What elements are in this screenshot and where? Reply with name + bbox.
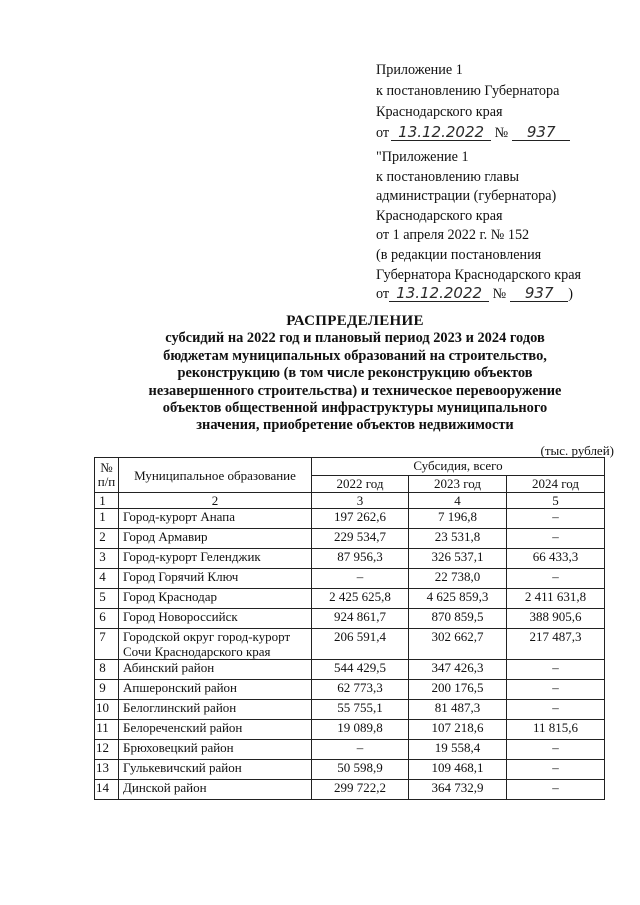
table-row (95, 700, 605, 720)
row-2022: 19 089,8 (312, 720, 409, 740)
appendix-2-line-1: "Приложение 1 (376, 149, 469, 165)
row-2024: – (507, 509, 605, 529)
title-line-7: значения, приобретение объектов недвижимости (196, 417, 514, 434)
row-2022: 2 425 625,8 (312, 589, 409, 609)
appendix-2-line-4: Краснодарского края (376, 207, 503, 224)
appendix-2-date-line (376, 285, 581, 305)
row-number: 3 (95, 549, 119, 569)
title-line-5: незавершенного строительства) и техническое перевооружение (148, 382, 562, 399)
row-2023: 200 176,5 (409, 680, 507, 700)
appendix-2-line-2: к постановлению главы (376, 168, 520, 185)
table-row (95, 609, 605, 629)
row-2024: 2 411 631,8 (507, 589, 605, 609)
table-row (95, 680, 605, 700)
row-2024: – (507, 780, 605, 800)
table-row (95, 720, 605, 740)
row-2023: 23 531,8 (409, 529, 507, 549)
row-2023: 81 487,3 (409, 700, 507, 720)
closing-paren: ) (568, 286, 573, 303)
row-number: 6 (95, 609, 119, 629)
row-2023: 109 468,1 (409, 760, 507, 780)
subsidy-table (94, 457, 605, 800)
table-row (95, 780, 605, 800)
row-number: 7 (95, 629, 119, 660)
title-line-2: субсидий на 2022 год и плановый период 2023 и 2024 годов (165, 330, 545, 347)
row-2023: 22 738,0 (409, 569, 507, 589)
row-municipality: Гулькевичский район (119, 760, 312, 780)
appendix-2-line-5: от 1 апреля 2022 г. № 152 (376, 227, 530, 244)
row-number: 12 (95, 740, 119, 760)
header-number-line-2: п/п (97, 474, 116, 489)
appendix-1-line-2: к постановлению Губернатора (376, 83, 560, 99)
row-2023: 7 196,8 (409, 509, 507, 529)
row-municipality: Город Новороссийск (119, 609, 312, 629)
table-row (95, 760, 605, 780)
row-number: 1 (95, 509, 119, 529)
table-row (95, 509, 605, 529)
row-2022: 50 598,9 (312, 760, 409, 780)
number-label: № (494, 125, 509, 141)
table-row (95, 740, 605, 760)
units-note: (тыс. рублей) (540, 443, 614, 458)
handwritten-date: 13.12.2022 (389, 285, 489, 302)
header-number-line-1: № (100, 460, 113, 475)
row-2022: 87 956,3 (312, 549, 409, 569)
appendix-1-line-1: Приложение 1 (376, 62, 463, 78)
row-2022: 299 722,2 (312, 780, 409, 800)
appendix-1-block (376, 60, 570, 144)
row-2024: – (507, 680, 605, 700)
title-line-4: реконструкцию (в том числе реконструкцию объектов (177, 365, 533, 382)
col-number-2: 2 (119, 493, 312, 509)
table-row (95, 629, 605, 660)
row-2023: 870 859,5 (409, 609, 507, 629)
row-number: 4 (95, 569, 119, 589)
header-2024: 2024 год (507, 476, 605, 493)
row-2023: 19 558,4 (409, 740, 507, 760)
handwritten-number: 937 (512, 124, 570, 141)
row-number: 9 (95, 680, 119, 700)
row-municipality: Город Армавир (119, 529, 312, 549)
column-numbers-row (95, 493, 605, 509)
header-row (95, 458, 605, 476)
row-2024: – (507, 740, 605, 760)
appendix-2-line-6: (в редакции постановления (376, 246, 542, 263)
row-number: 13 (95, 760, 119, 780)
col-number-3: 3 (312, 493, 409, 509)
appendix-2-block (376, 148, 581, 305)
row-2024: – (507, 760, 605, 780)
row-2024: – (507, 700, 605, 720)
row-number: 2 (95, 529, 119, 549)
row-2024: – (507, 529, 605, 549)
row-municipality: Город Горячий Ключ (119, 569, 312, 589)
number-label: № (492, 286, 507, 303)
row-2024: – (507, 660, 605, 680)
row-municipality: Абинский район (119, 660, 312, 680)
col-number-1: 1 (95, 493, 119, 509)
header-2022: 2022 год (312, 476, 409, 493)
row-2023: 347 426,3 (409, 660, 507, 680)
row-municipality: Город-курорт Геленджик (119, 549, 312, 569)
table-row (95, 549, 605, 569)
row-2023: 4 625 859,3 (409, 589, 507, 609)
title-line-3: бюджетам муниципальных образований на строительство, (163, 347, 547, 364)
row-municipality: Апшеронский район (119, 680, 312, 700)
row-2023: 326 537,1 (409, 549, 507, 569)
row-municipality: Белоглинский район (119, 700, 312, 720)
row-2022: – (312, 569, 409, 589)
row-2022: 62 773,3 (312, 680, 409, 700)
row-number: 14 (95, 780, 119, 800)
from-label: от (376, 125, 390, 141)
title-line-1: РАСПРЕДЕЛЕНИЕ (286, 313, 424, 329)
row-municipality: Город-курорт Анапа (119, 509, 312, 529)
row-2023: 107 218,6 (409, 720, 507, 740)
header-2023: 2023 год (409, 476, 507, 493)
row-municipality: Городской округ город-курорт Сочи Краснодарского края (119, 629, 312, 660)
row-2022: – (312, 740, 409, 760)
row-2024: 217 487,3 (507, 629, 605, 660)
col-number-5: 5 (507, 493, 605, 509)
row-number: 5 (95, 589, 119, 609)
header-subsidy-total: Субсидия, всего (312, 458, 605, 476)
appendix-2-line-3: администрации (губернатора) (376, 188, 557, 205)
appendix-1-date-line (376, 123, 570, 144)
col-number-4: 4 (409, 493, 507, 509)
row-2023: 364 732,9 (409, 780, 507, 800)
row-2024: 66 433,3 (507, 549, 605, 569)
document-title (110, 313, 600, 435)
appendix-2-line-7: Губернатора Краснодарского края (376, 266, 582, 283)
row-number: 8 (95, 660, 119, 680)
handwritten-number: 937 (510, 285, 568, 302)
row-municipality: Город Краснодар (119, 589, 312, 609)
row-2022: 206 591,4 (312, 629, 409, 660)
table-row (95, 660, 605, 680)
row-municipality: Брюховецкий район (119, 740, 312, 760)
row-2023: 302 662,7 (409, 629, 507, 660)
row-2024: 388 905,6 (507, 609, 605, 629)
row-number: 11 (95, 720, 119, 740)
row-2022: 544 429,5 (312, 660, 409, 680)
header-number (95, 458, 119, 493)
row-2022: 229 534,7 (312, 529, 409, 549)
title-line-6: объектов общественной инфраструктуры муниципального (162, 400, 548, 417)
appendix-1-line-3: Краснодарского края (376, 104, 503, 120)
row-number: 10 (95, 700, 119, 720)
row-municipality: Динской район (119, 780, 312, 800)
table-row (95, 529, 605, 549)
row-2024: – (507, 569, 605, 589)
row-2022: 197 262,6 (312, 509, 409, 529)
table-row (95, 569, 605, 589)
row-municipality: Белореченский район (119, 720, 312, 740)
header-municipality: Муниципальное образование (119, 458, 312, 493)
table-row (95, 589, 605, 609)
row-2024: 11 815,6 (507, 720, 605, 740)
row-2022: 55 755,1 (312, 700, 409, 720)
from-label: от (376, 286, 390, 303)
row-2022: 924 861,7 (312, 609, 409, 629)
handwritten-date: 13.12.2022 (391, 124, 491, 141)
